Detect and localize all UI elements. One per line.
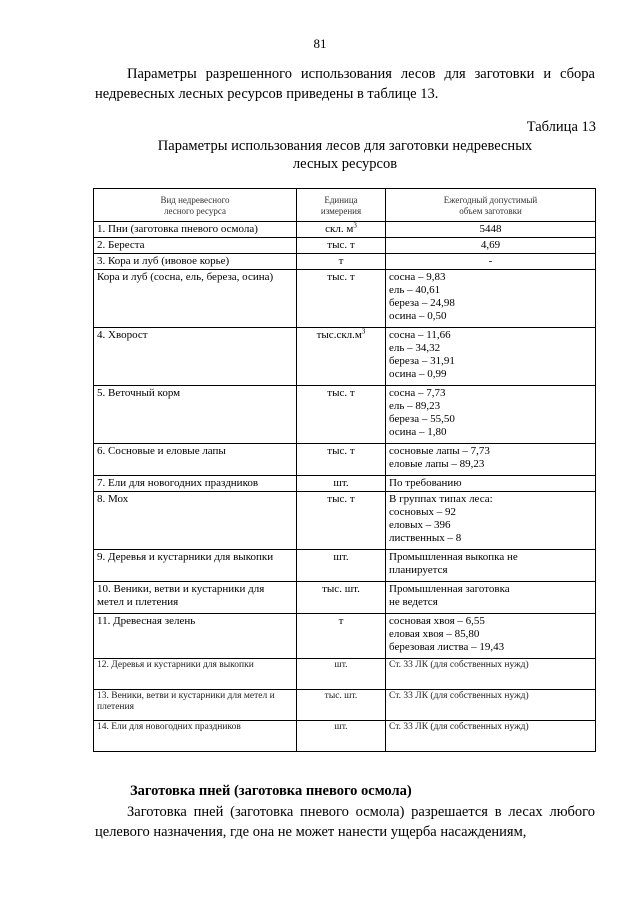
header-resource-type: Вид недревесного лесного ресурса xyxy=(94,189,297,222)
annual-volume-cell xyxy=(386,254,596,270)
annual-volume-cell xyxy=(386,659,596,690)
annual-volume-cell xyxy=(386,721,596,752)
volume-value: - xyxy=(488,255,493,267)
annual-volume-cell xyxy=(386,222,596,238)
annual-volume-cell xyxy=(386,238,596,254)
annual-volume-cell xyxy=(386,614,596,659)
unit-cell: шт. xyxy=(297,476,386,492)
volume-value: ель – 40,61 xyxy=(389,284,441,296)
section-heading: Заготовка пней (заготовка пневого осмола) xyxy=(130,783,412,799)
annual-volume-cell xyxy=(386,550,596,582)
table-title xyxy=(110,137,580,173)
resource-type-cell: 3. Кора и луб (ивовое корье) xyxy=(94,254,297,270)
annual-volume-cell xyxy=(386,386,596,444)
volume-value: осина – 0,99 xyxy=(389,368,447,380)
volume-value: сосна – 11,66 xyxy=(389,329,451,341)
annual-volume-cell xyxy=(386,492,596,550)
resource-type-cell: 4. Хворост xyxy=(94,328,297,386)
annual-volume-cell xyxy=(386,690,596,721)
volume-value: лиственных – 8 xyxy=(389,532,462,544)
resource-type-cell: 13. Веники, ветви и кустарники для метел и плетения xyxy=(94,690,297,721)
unit-cell: тыс. шт. xyxy=(297,690,386,721)
resource-type-cell: 8. Мох xyxy=(94,492,297,550)
annual-volume-cell xyxy=(386,582,596,614)
body-paragraph: Заготовка пней (заготовка пневого осмола) разрешается в лесах любого целевого назначения, где она не может нанести ущерба насаждениям, xyxy=(95,804,595,840)
table-row xyxy=(94,582,596,614)
unit-cell: т xyxy=(297,254,386,270)
volume-value: Ст. 33 ЛК (для собственных нужд) xyxy=(389,691,529,701)
volume-value: не ведется xyxy=(389,596,438,608)
table-row xyxy=(94,386,596,444)
unit-cell: скл. $м^3$ xyxy=(297,222,386,238)
table-row xyxy=(94,721,596,752)
resource-type-cell: 1. Пни (заготовка пневого осмола) xyxy=(94,222,297,238)
volume-value: В группах типах леса: xyxy=(389,493,493,505)
resource-type-cell: Кора и луб (сосна, ель, береза, осина) xyxy=(94,270,297,328)
volume-value: береза – 55,50 xyxy=(389,413,455,425)
resource-type-cell: 6. Сосновые и еловые лапы xyxy=(94,444,297,476)
unit-cell: $тыс.скл.м^3$ xyxy=(297,328,386,386)
table-title-line1: Параметры использования лесов для заготовки недревесных xyxy=(157,138,533,154)
volume-value: сосна – 7,73 xyxy=(389,387,446,399)
table-row xyxy=(94,550,596,582)
volume-value: осина – 0,50 xyxy=(389,310,447,322)
table-row xyxy=(94,222,596,238)
table-row xyxy=(94,270,596,328)
volume-value: еловая хвоя – 85,80 xyxy=(389,628,480,640)
volume-value: еловые лапы – 89,23 xyxy=(389,458,485,470)
unit-cell: тыс. т xyxy=(297,492,386,550)
volume-value: береза – 31,91 xyxy=(389,355,455,367)
table-row xyxy=(94,614,596,659)
resource-type-cell: 9. Деревья и кустарники для выкопки xyxy=(94,550,297,582)
unit-cell: тыс. т xyxy=(297,238,386,254)
resource-type-cell: 2. Береста xyxy=(94,238,297,254)
annual-volume-cell xyxy=(386,328,596,386)
table-row xyxy=(94,328,596,386)
resource-type-cell: 5. Веточный корм xyxy=(94,386,297,444)
resource-type-cell: 7. Ели для новогодних праздников xyxy=(94,476,297,492)
header-annual-volume: Ежегодный допустимый объем заготовки xyxy=(386,189,596,222)
volume-value: сосновая хвоя – 6,55 xyxy=(389,615,485,627)
volume-value: ель – 89,23 xyxy=(389,400,441,412)
volume-value: осина – 1,80 xyxy=(389,426,447,438)
volume-value: По требованию xyxy=(389,477,462,489)
table-row xyxy=(94,476,596,492)
table-row xyxy=(94,690,596,721)
volume-value: Промышленная заготовка xyxy=(389,583,510,595)
unit-cell: т xyxy=(297,614,386,659)
volume-value: Ст. 33 ЛК (для собственных нужд) xyxy=(389,660,529,670)
page-number: 81 xyxy=(313,36,327,51)
table-label: Таблица 13 xyxy=(526,119,596,135)
volume-value: еловых – 396 xyxy=(389,519,451,531)
resource-type-cell: 14. Ели для новогодних праздников xyxy=(94,721,297,752)
volume-value: планируется xyxy=(389,564,448,576)
header-unit: Единица измерения xyxy=(297,189,386,222)
volume-value: береза – 24,98 xyxy=(389,297,455,309)
unit-cell: шт. xyxy=(297,550,386,582)
unit-cell: тыс. шт. xyxy=(297,582,386,614)
unit-cell: шт. xyxy=(297,659,386,690)
volume-value: 4,69 xyxy=(480,239,501,251)
table-body xyxy=(94,222,596,752)
volume-value: березовая листва – 19,43 xyxy=(389,641,505,653)
table-title-line2: лесных ресурсов xyxy=(292,156,398,172)
table-row xyxy=(94,492,596,550)
annual-volume-cell xyxy=(386,270,596,328)
volume-value: ель – 34,32 xyxy=(389,342,441,354)
table-header-row xyxy=(94,189,596,222)
annual-volume-cell xyxy=(386,476,596,492)
unit-cell: тыс. т xyxy=(297,270,386,328)
table-row xyxy=(94,238,596,254)
resource-type-cell: 12. Деревья и кустарники для выкопки xyxy=(94,659,297,690)
unit-cell: тыс. т xyxy=(297,386,386,444)
table-row xyxy=(94,659,596,690)
volume-value: Промышленная выкопка не xyxy=(389,551,518,563)
resource-type-cell: 10. Веники, ветви и кустарники для метел и плетения xyxy=(94,582,297,614)
table-row xyxy=(94,254,596,270)
resource-type-cell: 11. Древесная зелень xyxy=(94,614,297,659)
volume-value: сосновых – 92 xyxy=(389,506,457,518)
volume-value: 5448 xyxy=(479,223,502,235)
volume-value: Ст. 33 ЛК (для собственных нужд) xyxy=(389,722,529,732)
volume-value: сосновые лапы – 7,73 xyxy=(389,445,490,457)
unit-cell: тыс. т xyxy=(297,444,386,476)
volume-value: сосна – 9,83 xyxy=(389,271,446,283)
parameters-table xyxy=(93,188,596,752)
table-row xyxy=(94,444,596,476)
unit-cell: шт. xyxy=(297,721,386,752)
annual-volume-cell xyxy=(386,444,596,476)
intro-paragraph: Параметры разрешенного использования лесов для заготовки и сбора недревесных лесных ресурсов приведены в таблице 13. xyxy=(95,66,595,102)
